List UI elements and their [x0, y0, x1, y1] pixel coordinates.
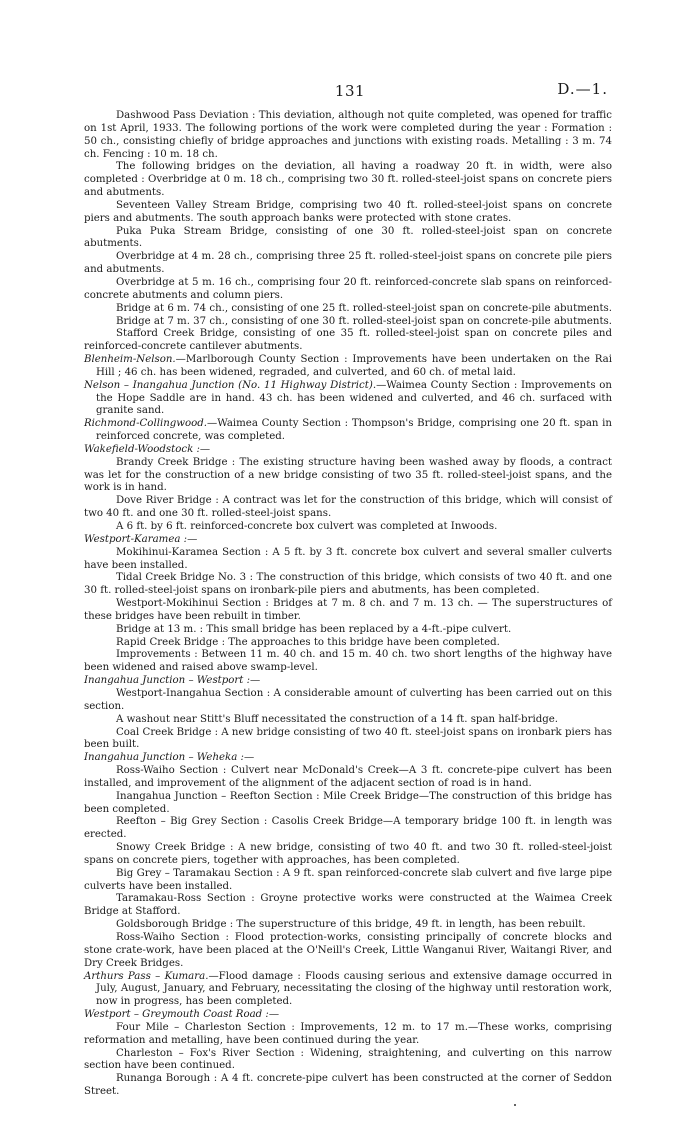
document-reference: D.—1. [557, 80, 608, 98]
section-heading: Westport-Karamea :— [84, 533, 198, 545]
paragraph: Mokihinui-Karamea Section : A 5 ft. by 3 ft. concrete box culvert and several smaller culverts have been installed. [84, 546, 612, 571]
paragraph: Charleston – Fox's River Section : Widening, straightening, and culverting on this narrow section have been continued. [84, 1047, 612, 1072]
paragraph: Tidal Creek Bridge No. 3 : The construction of this bridge, which consists of two 40 ft. and one 30 ft. rolled-steel-joist spans on ironbark-pile piers and abutments, has been completed. [84, 572, 612, 597]
paragraph: Ross-Waiho Section : Flood protection-works, consisting principally of concrete blocks and stone crate-work, have been placed at the O'Neill's Creek, Little Wanganui River, Waitangi River, and Dry Creek Bridges. [84, 932, 612, 969]
paragraph: Brandy Creek Bridge : The existing structure having been washed away by floods, a contract was let for the construction of a new bridge consisting of two 35 ft. rolled-steel-joist spans, and the work is in hand. [84, 456, 612, 494]
paragraph: Waimea County Section : Improvements on the Hope Saddle are in hand. 43 ch. has been widened and culverted, and 46 ch. surfaced with granite sand. [96, 379, 612, 417]
paragraph: Taramakau-Ross Section : Groyne protective works were constructed at the Waimea Creek Bridge at Stafford. [84, 893, 612, 918]
section-heading: Westport – Greymouth Coast Road :— [84, 1009, 280, 1021]
paragraph: Four Mile – Charleston Section : Improvements, 12 m. to 17 m.—These works, comprising reformation and metalling, have been continued during the year. [84, 1021, 612, 1046]
paragraph: A washout near Stitt's Bluff necessitated the construction of a 14 ft. span half-bridge. [116, 713, 559, 725]
paragraph: Dashwood Pass Deviation : This deviation, although not quite completed, was opened for traffic on 1st April, 1933. The following portions of the work were completed during the year : Formation : 50 ch., consisting chiefly of bridge approaches and junctions with existing roads. Metalling : 3 m. 74 ch. Fencing : 10 m. 18 ch. [84, 110, 612, 160]
paragraph: Seventeen Valley Stream Bridge, comprising two 40 ft. rolled-steel-joist spans on concrete piers and abutments. The south approach banks were protected with stone crates. [84, 199, 612, 224]
paragraph: Improvements : Between 11 m. 40 ch. and 15 m. 40 ch. two short lengths of the highway have been widened and raised above swamp-level. [84, 649, 612, 674]
section-arthurs-pass-kumara: Arthurs Pass – Kumara.—Flood damage : Floods causing serious and extensive damage occurred in July, August, January, and February, necessitating the closing of the highway until restoration work, now in progress, has been completed. [84, 970, 612, 1008]
paragraph: Marlborough County Section : Improvements have been undertaken on the Rai Hill ; 46 ch. has been widened, regraded, and culverted, and 60 ch. of metal laid. [96, 354, 612, 378]
paragraph: Overbridge at 5 m. 16 ch., comprising four 20 ft. reinforced-concrete slab spans on reinforced-concrete abutments and column piers. [84, 276, 612, 301]
page-number: 131 [334, 82, 366, 100]
paragraph: Inangahua Junction – Reefton Section : Mile Creek Bridge—The construction of this bridge has been completed. [84, 790, 612, 815]
paragraph: Reefton – Big Grey Section : Casolis Creek Bridge—A temporary bridge 100 ft. in length was erected. [84, 816, 612, 841]
paragraph: Stafford Creek Bridge, consisting of one 35 ft. rolled-steel-joist span on concrete piles and reinforced-concrete cantilever abutments. [84, 328, 612, 353]
section-heading: Nelson – Inangahua Junction (No. 11 Highway District). [84, 379, 377, 391]
section-nelson-inangahua: Nelson – Inangahua Junction (No. 11 Highway District).—Waimea County Section : Improvements on the Hope Saddle are in hand. 43 ch. has been widened and culverted, and 46 ch. surfaced with granite sand. [84, 379, 612, 417]
paragraph: Puka Puka Stream Bridge, consisting of one 30 ft. rolled-steel-joist span on concrete abutments. [84, 225, 612, 250]
paragraph: Bridge at 13 m. : This small bridge has been replaced by a 4-ft.-pipe culvert. [116, 623, 512, 635]
section-heading: Blenheim-Nelson. [84, 354, 176, 366]
section-blenheim-nelson: Blenheim-Nelson.—Marlborough County Section : Improvements have been undertaken on the Rai Hill ; 46 ch. has been widened, regraded, and culverted, and 60 ch. of metal laid. [84, 354, 612, 378]
section-heading: Inangahua Junction – Weheka :— [84, 752, 255, 764]
paragraph: Bridge at 7 m. 37 ch., consisting of one 30 ft. rolled-steel-joist span on concrete-pile abutments. [116, 315, 612, 327]
section-richmond-collingwood: Richmond-Collingwood.—Waimea County Section : Thompson's Bridge, comprising one 20 ft. span in reinforced concrete, was completed. [84, 418, 612, 443]
paragraph: Waimea County Section : Thompson's Bridge, comprising one 20 ft. span in reinforced concrete, was completed. [96, 418, 612, 443]
paragraph: Ross-Waiho Section : Culvert near McDonald's Creek—A 3 ft. concrete-pipe culvert has been installed, and improvement of the alignment of the adjacent section of road is in hand. [84, 765, 612, 789]
section-heading: Richmond-Collingwood. [84, 418, 208, 430]
paragraph: Overbridge at 4 m. 28 ch., comprising three 25 ft. rolled-steel-joist spans on concrete pile piers and abutments. [84, 251, 612, 276]
paragraph: Runanga Borough : A 4 ft. concrete-pipe culvert has been constructed at the corner of Seddon Street. [84, 1073, 612, 1098]
paragraph: Coal Creek Bridge : A new bridge consisting of two 40 ft. steel-joist spans on ironbark piers has been built. [84, 726, 612, 751]
paragraph: Big Grey – Taramakau Section : A 9 ft. span reinforced-concrete slab culvert and five large pipe culverts have been installed. [84, 867, 612, 892]
paragraph: The following bridges on the deviation, all having a roadway 20 ft. in width, were also completed : Overbridge at 0 m. 18 ch., comprising two 30 ft. rolled-steel-joist spans on concrete piers and abutments. [84, 161, 612, 199]
paragraph: Westport-Mokihinui Section : Bridges at 7 m. 8 ch. and 7 m. 13 ch. — The superstructures of these bridges have been rebuilt in timber. [84, 598, 612, 622]
paragraph: Westport-Inangahua Section : A considerable amount of culverting has been carried out on this section. [84, 687, 612, 712]
paragraph: A 6 ft. by 6 ft. reinforced-concrete box culvert was completed at Inwoods. [116, 521, 498, 532]
section-heading: Wakefield-Woodstock :— [84, 443, 211, 455]
paragraph: Dove River Bridge : A contract was let for the construction of this bridge, which will consist of two 40 ft. and one 30 ft. rolled-steel-joist spans. [84, 495, 612, 520]
paragraph: Bridge at 6 m. 74 ch., consisting of one 25 ft. rolled-steel-joist span on concrete-pile abutments. [116, 302, 612, 314]
paragraph: Snowy Creek Bridge : A new bridge, consisting of two 40 ft. and two 30 ft. rolled-steel-joist spans on concrete piers, together with approaches, has been completed. [84, 842, 612, 866]
ink-speck [514, 1104, 516, 1106]
paragraph: Flood damage : Floods causing serious and extensive damage occurred in July, August, January, and February, necessitating the closing of the highway until restoration work, now in progress, has been completed. [96, 970, 612, 1008]
section-heading: Inangahua Junction – Westport :— [84, 675, 261, 687]
section-heading: Arthurs Pass – Kumara. [84, 970, 209, 982]
paragraph: Goldsborough Bridge : The superstructure of this bridge, 49 ft. in length, has been rebuilt. [116, 919, 586, 931]
document-body [84, 110, 612, 1099]
paragraph: Rapid Creek Bridge : The approaches to this bridge have been completed. [116, 636, 500, 648]
